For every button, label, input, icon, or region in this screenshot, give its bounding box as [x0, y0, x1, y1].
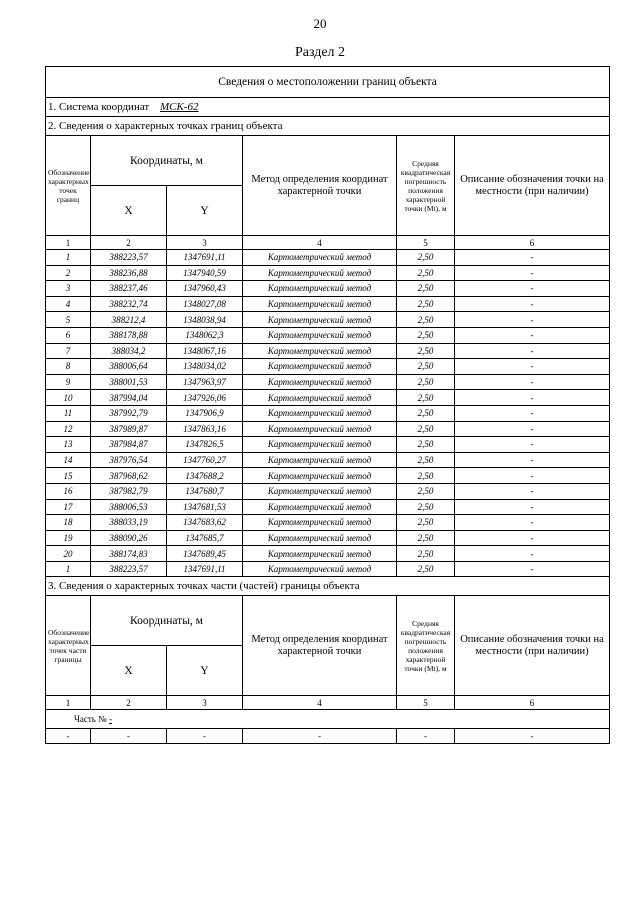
error: 2,50	[397, 265, 455, 281]
point-id: 1	[46, 250, 91, 266]
error: 2,50	[397, 312, 455, 328]
column-number-col-5: 5	[397, 236, 455, 250]
point-id: 14	[46, 452, 91, 468]
description: -	[455, 499, 610, 515]
method: Картометрический метод	[243, 374, 397, 390]
description: -	[455, 515, 610, 531]
header-method-part: Метод определения координат характерной точки	[243, 596, 397, 696]
description: -	[455, 327, 610, 343]
table-row	[46, 468, 610, 484]
method: Картометрический метод	[243, 530, 397, 546]
description: -	[455, 281, 610, 297]
method: Картометрический метод	[243, 296, 397, 312]
y-coord: 1347906,9	[167, 405, 243, 421]
y-coord: 1347940,59	[167, 265, 243, 281]
part-point-id: -	[46, 729, 91, 744]
point-id: 19	[46, 530, 91, 546]
header-coords: Координаты, м	[91, 136, 243, 186]
error: 2,50	[397, 483, 455, 499]
method: Картометрический метод	[243, 405, 397, 421]
point-id: 5	[46, 312, 91, 328]
table-caption: Сведения о местоположении границ объекта	[46, 67, 610, 98]
error: 2,50	[397, 390, 455, 406]
x-coord: 387994,04	[91, 390, 167, 406]
part-row	[46, 710, 610, 729]
x-coord: 388236,88	[91, 265, 167, 281]
x-coord: 387976,54	[91, 452, 167, 468]
column-number-col-6: 6	[455, 236, 610, 250]
y-coord: 1347963,97	[167, 374, 243, 390]
x-coord: 388223,57	[91, 250, 167, 266]
table-row	[46, 437, 610, 453]
x-coord: 388033,19	[91, 515, 167, 531]
y-coord: 1347960,43	[167, 281, 243, 297]
error: 2,50	[397, 499, 455, 515]
x-coord: 388232,74	[91, 296, 167, 312]
point-id: 10	[46, 390, 91, 406]
point-id: 18	[46, 515, 91, 531]
table-row	[46, 405, 610, 421]
point-id: 8	[46, 359, 91, 375]
y-coord: 1347926,06	[167, 390, 243, 406]
point-id: 2	[46, 265, 91, 281]
error: 2,50	[397, 530, 455, 546]
y-coord: 1348038,94	[167, 312, 243, 328]
method: Картометрический метод	[243, 452, 397, 468]
description: -	[455, 452, 610, 468]
point-id: 13	[46, 437, 91, 453]
table-row	[46, 343, 610, 359]
error: 2,50	[397, 343, 455, 359]
description: -	[455, 296, 610, 312]
description: -	[455, 530, 610, 546]
column-number-col-3: 3	[167, 236, 243, 250]
point-id: 16	[46, 483, 91, 499]
part-y-coord: -	[167, 729, 243, 744]
column-number-col-1: 1	[46, 236, 91, 250]
description: -	[455, 359, 610, 375]
column-numbers-row-part	[46, 696, 610, 710]
point-id: 6	[46, 327, 91, 343]
part-description: -	[455, 729, 610, 744]
method: Картометрический метод	[243, 468, 397, 484]
y-coord: 1347680,7	[167, 483, 243, 499]
description: -	[455, 561, 610, 577]
method: Картометрический метод	[243, 343, 397, 359]
error: 2,50	[397, 561, 455, 577]
y-coord: 1347685,7	[167, 530, 243, 546]
point-id: 7	[46, 343, 91, 359]
method: Картометрический метод	[243, 390, 397, 406]
x-coord: 388001,53	[91, 374, 167, 390]
table-row	[46, 499, 610, 515]
y-coord: 1347683,62	[167, 515, 243, 531]
part-x-coord: -	[91, 729, 167, 744]
y-coord: 1347688,2	[167, 468, 243, 484]
table-row	[46, 530, 610, 546]
description: -	[455, 405, 610, 421]
description: -	[455, 265, 610, 281]
coord-system-row	[46, 98, 610, 117]
description: -	[455, 437, 610, 453]
header-y-part: Y	[167, 646, 243, 696]
x-coord: 388223,57	[91, 561, 167, 577]
table-row	[46, 374, 610, 390]
part-error: -	[397, 729, 455, 744]
table-row	[46, 250, 610, 266]
method: Картометрический метод	[243, 281, 397, 297]
error: 2,50	[397, 359, 455, 375]
error: 2,50	[397, 421, 455, 437]
error: 2,50	[397, 468, 455, 484]
method: Картометрический метод	[243, 483, 397, 499]
column-number-part-col-5: 5	[397, 696, 455, 710]
header-coords-part: Координаты, м	[91, 596, 243, 646]
table-row	[46, 265, 610, 281]
method: Картометрический метод	[243, 561, 397, 577]
x-coord: 387992,79	[91, 405, 167, 421]
x-coord: 388178,88	[91, 327, 167, 343]
error: 2,50	[397, 452, 455, 468]
y-coord: 1347681,53	[167, 499, 243, 515]
point-id: 9	[46, 374, 91, 390]
coord-system-label: 1. Система координат	[48, 101, 150, 113]
point-id: 12	[46, 421, 91, 437]
point-id: 11	[46, 405, 91, 421]
method: Картометрический метод	[243, 265, 397, 281]
table-row	[46, 546, 610, 562]
description: -	[455, 312, 610, 328]
table-row	[46, 561, 610, 577]
description: -	[455, 374, 610, 390]
header-description: Описание обозначения точки на местности (при наличии)	[455, 136, 610, 236]
table-row	[46, 483, 610, 499]
description: -	[455, 483, 610, 499]
x-coord: 388174,83	[91, 546, 167, 562]
y-coord: 1348034,02	[167, 359, 243, 375]
description: -	[455, 421, 610, 437]
method: Картометрический метод	[243, 312, 397, 328]
x-coord: 388090,26	[91, 530, 167, 546]
error: 2,50	[397, 327, 455, 343]
x-coord: 388034,2	[91, 343, 167, 359]
header-error-part: Средняя квадратическая погрешность положения характерной точки (Mt), м	[397, 596, 455, 696]
table-row	[46, 515, 610, 531]
point-id: 17	[46, 499, 91, 515]
point-id: 1	[46, 561, 91, 577]
error: 2,50	[397, 296, 455, 312]
section3-title: 3. Сведения о характерных точках части (частей) границы объекта	[46, 577, 610, 596]
column-number-part-col-6: 6	[455, 696, 610, 710]
y-coord: 1347689,45	[167, 546, 243, 562]
x-coord: 387968,62	[91, 468, 167, 484]
description: -	[455, 343, 610, 359]
x-coord: 387984,87	[91, 437, 167, 453]
column-number-part-col-4: 4	[243, 696, 397, 710]
description: -	[455, 468, 610, 484]
column-numbers-row	[46, 236, 610, 250]
x-coord: 388237,46	[91, 281, 167, 297]
boundary-table	[45, 66, 610, 744]
y-coord: 1347863,16	[167, 421, 243, 437]
y-coord: 1347691,11	[167, 250, 243, 266]
method: Картометрический метод	[243, 359, 397, 375]
error: 2,50	[397, 546, 455, 562]
point-id: 3	[46, 281, 91, 297]
error: 2,50	[397, 405, 455, 421]
method: Картометрический метод	[243, 250, 397, 266]
error: 2,50	[397, 515, 455, 531]
x-coord: 387982,79	[91, 483, 167, 499]
point-id: 15	[46, 468, 91, 484]
table-row	[46, 327, 610, 343]
header-x: X	[91, 186, 167, 236]
point-id: 4	[46, 296, 91, 312]
y-coord: 1348067,16	[167, 343, 243, 359]
method: Картометрический метод	[243, 515, 397, 531]
error: 2,50	[397, 281, 455, 297]
column-number-part-col-2: 2	[91, 696, 167, 710]
error: 2,50	[397, 374, 455, 390]
method: Картометрический метод	[243, 437, 397, 453]
y-coord: 1348027,08	[167, 296, 243, 312]
error: 2,50	[397, 250, 455, 266]
method: Картометрический метод	[243, 421, 397, 437]
method: Картометрический метод	[243, 546, 397, 562]
page-number: 20	[313, 16, 327, 31]
header-x-part: X	[91, 646, 167, 696]
x-coord: 388006,53	[91, 499, 167, 515]
table-row	[46, 421, 610, 437]
column-number-part-col-1: 1	[46, 696, 91, 710]
part-table-row	[46, 729, 610, 744]
column-number-part-col-3: 3	[167, 696, 243, 710]
part-label: Часть №	[74, 714, 107, 725]
table-row	[46, 359, 610, 375]
header-error: Средняя квадратическая погрешность положения характерной точки (Mt), м	[397, 136, 455, 236]
part-method: -	[243, 729, 397, 744]
method: Картометрический метод	[243, 327, 397, 343]
table-row	[46, 281, 610, 297]
method: Картометрический метод	[243, 499, 397, 515]
table-row	[46, 452, 610, 468]
table-row	[46, 390, 610, 406]
y-coord: 1347826,5	[167, 437, 243, 453]
header-point: Обозначение характерных точек границ	[46, 136, 91, 236]
part-value: -	[108, 714, 112, 725]
y-coord: 1347691,11	[167, 561, 243, 577]
column-number-col-2: 2	[91, 236, 167, 250]
header-method: Метод определения координат характерной точки	[243, 136, 397, 236]
section-title: Раздел 2	[294, 45, 346, 60]
header-description-part: Описание обозначения точки на местности (при наличии)	[455, 596, 610, 696]
x-coord: 388212,4	[91, 312, 167, 328]
column-number-col-4: 4	[243, 236, 397, 250]
x-coord: 387989,87	[91, 421, 167, 437]
table-row	[46, 296, 610, 312]
header-point-part: Обозначение характерных точек части границы	[46, 596, 91, 696]
header-y: Y	[167, 186, 243, 236]
table-row	[46, 312, 610, 328]
section2-title: 2. Сведения о характерных точках границ объекта	[46, 117, 610, 136]
description: -	[455, 250, 610, 266]
boundary-sheet	[45, 66, 609, 744]
description: -	[455, 546, 610, 562]
point-id: 20	[46, 546, 91, 562]
x-coord: 388006,64	[91, 359, 167, 375]
error: 2,50	[397, 437, 455, 453]
y-coord: 1347760,27	[167, 452, 243, 468]
coord-system-value: МСК-62	[159, 101, 199, 113]
description: -	[455, 390, 610, 406]
y-coord: 1348062,3	[167, 327, 243, 343]
